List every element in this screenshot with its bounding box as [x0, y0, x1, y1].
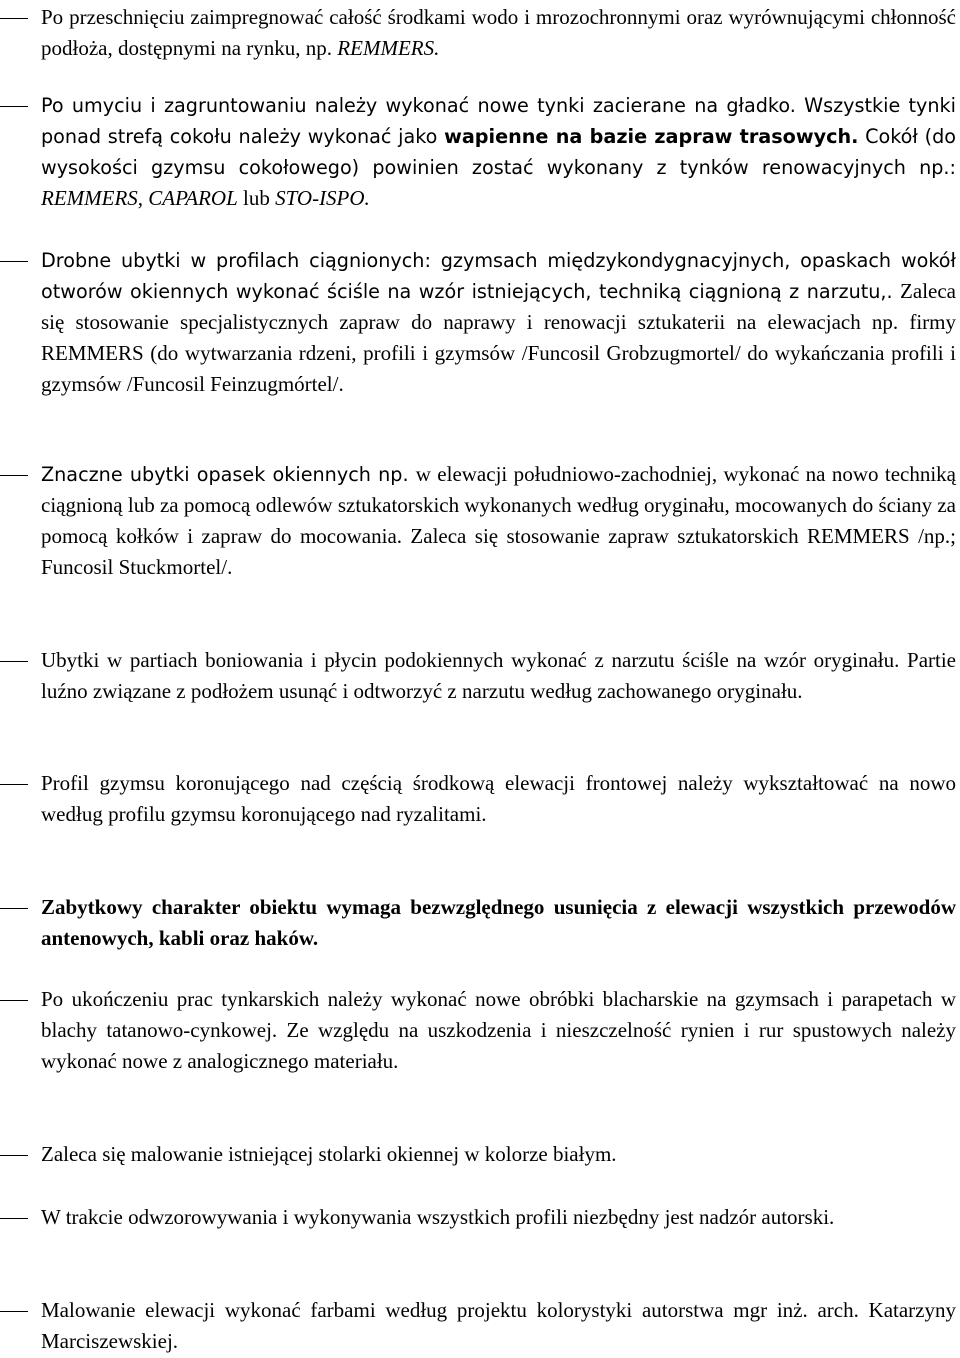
paragraph-text [41, 1202, 956, 1233]
text-segment: lub [237, 186, 276, 210]
text-segment: wapienne na bazie zapraw trasowych. [444, 125, 859, 148]
text-segment: Drobne ubytki w profilach ciągnionych: gzymsach międzykondygnacyjnych, opaskach wokół otworów okiennych wykonać ściśle na wzór istniejących, techniką ciągnioną z narzutu,. [41, 249, 956, 303]
text-segment: Profil gzymsu koronującego nad częścią środkową elewacji frontowej należy wykształtować na nowo według profilu gzymsu koronującego nad ryzalitami. [41, 771, 956, 826]
dash-bullet-icon [0, 1000, 28, 1001]
text-segment: Malowanie elewacji wykonać farbami według projektu kolorystyki autorstwa mgr inż. arch. Katarzyny Marciszewskiej. [41, 1298, 956, 1353]
dash-bullet-icon [0, 475, 28, 476]
dash-bullet-icon [0, 661, 28, 662]
paragraph-text [41, 768, 956, 830]
dash-bullet-icon [0, 261, 28, 262]
text-segment: Ubytki w partiach boniowania i płycin podokiennych wykonać z narzutu ściśle na wzór oryginału. Partie luźno związane z podłożem usunąć i odtworzyć z narzutu według zachowanego oryginału. [41, 648, 956, 703]
dash-bullet-icon [0, 1311, 28, 1312]
text-segment: Po ukończeniu prac tynkarskich należy wykonać nowe obróbki blacharskie na gzymsach i parapetach w blachy tatanowo-cynkowej. Ze względu na uszkodzenia i nieszczelność rynien i rur spustowych należy wykonać nowe z analogicznego materiału. [41, 987, 956, 1073]
text-segment: Znaczne ubytki opasek okiennych np. [41, 463, 416, 486]
text-segment: STO-ISPO. [275, 186, 370, 210]
dash-bullet-icon [0, 18, 28, 19]
dash-bullet-icon [0, 784, 28, 785]
text-segment: W trakcie odwzorowywania i wykonywania wszystkich profili niezbędny jest nadzór autorski. [41, 1205, 835, 1229]
paragraph-text [41, 984, 956, 1077]
dash-bullet-icon [0, 106, 28, 107]
dash-bullet-icon [0, 1155, 28, 1156]
text-segment: w elewacji południowo-zachodniej, wykonać na nowo techniką ciągnioną lub za pomocą odlewów sztukatorskich wykonanych według oryginału, mocowanych do ściany za pomocą kołków i zapraw do mocowania. Zaleca się stosowanie zapraw sztukatorskich REMMERS /np.; Funcosil Stuckmortel/. [41, 462, 956, 579]
paragraph-text [41, 245, 956, 400]
paragraph-text [41, 2, 956, 64]
paragraph-text [41, 1295, 956, 1357]
paragraph-text [41, 90, 956, 214]
dash-bullet-icon [0, 1218, 28, 1219]
text-segment: Po przeschnięciu zaimpregnować całość środkami wodo i mrozochronnymi oraz wyrównującymi chłonność podłoża, dostępnymi na rynku, np. [41, 5, 956, 60]
dash-bullet-icon [0, 908, 28, 909]
text-segment: Zaleca się malowanie istniejącej stolarki okiennej w kolorze białym. [41, 1142, 617, 1166]
paragraph-text [41, 892, 956, 954]
text-segment: Po umyciu i zagruntowaniu należy wykonać nowe tynki zacierane na gładko. Wszystkie tynki ponad strefą cokołu należy wykonać jako [41, 94, 956, 148]
paragraph-text [41, 1139, 956, 1170]
text-segment: Zaleca się stosowanie specjalistycznych zapraw do naprawy i renowacji sztukaterii na elewacjach np. firmy REMMERS (do wytwarzania rdzeni, profili i gzymsów /Funcosil Grobzugmortel/ do wykańczania profili i gzymsów /Funcosil Feinzugmórtel/. [41, 279, 956, 396]
paragraph-text [41, 459, 956, 583]
text-segment: REMMERS, CAPAROL [41, 186, 238, 210]
text-segment: REMMERS. [337, 36, 440, 60]
paragraph-text [41, 645, 956, 707]
text-segment: Cokół (do wysokości gzymsu cokołowego) powinien zostać wykonany z tynków renowacyjnych np.: [41, 125, 956, 179]
text-segment: Zabytkowy charakter obiektu wymaga bezwzględnego usunięcia z elewacji wszystkich przewodów antenowych, kabli oraz haków. [41, 895, 956, 950]
